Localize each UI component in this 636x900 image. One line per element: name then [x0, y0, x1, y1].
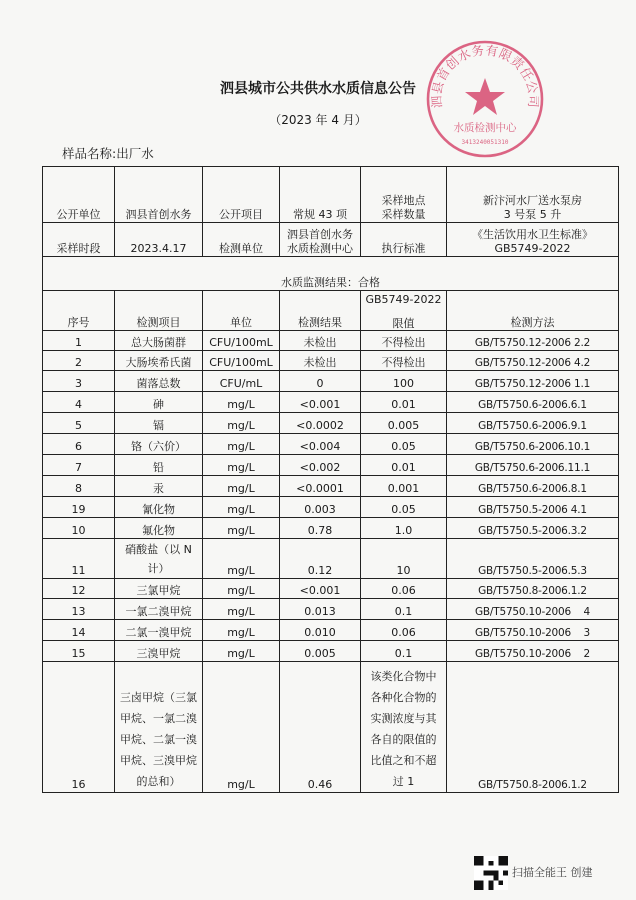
cell-result: 0.78 [280, 518, 361, 539]
cell-item: 总大肠菌群 [115, 331, 203, 351]
svg-text:3413240051310: 3413240051310 [461, 139, 509, 146]
cell-result: 0.46 [280, 662, 361, 793]
cell-item: 砷 [115, 392, 203, 413]
cell-no: 12 [43, 579, 115, 599]
cell-method: GB/T5750.10-2006 4 [447, 599, 619, 620]
table-row [43, 662, 619, 793]
info-row-time [43, 223, 619, 257]
cell-unit: mg/L [203, 662, 280, 793]
col-header-no: 序号 [43, 291, 115, 331]
col-header-item: 检测项目 [115, 291, 203, 331]
time-value: 2023.4.17 [115, 223, 203, 257]
cell-result: <0.001 [280, 392, 361, 413]
cell-result: <0.001 [280, 579, 361, 599]
cell-unit: mg/L [203, 455, 280, 476]
cell-no: 15 [43, 641, 115, 662]
cell-limit: 0.1 [361, 641, 447, 662]
official-seal [424, 38, 546, 160]
cell-method: GB/T5750.5-2006 4.1 [447, 497, 619, 518]
cell-no: 3 [43, 371, 115, 392]
table-row [43, 434, 619, 455]
cell-method: GB/T5750.12-2006 2.2 [447, 331, 619, 351]
table-row [43, 599, 619, 620]
lab-label: 检测单位 [203, 223, 280, 257]
table-row [43, 392, 619, 413]
cell-unit: mg/L [203, 579, 280, 599]
cell-result: 未检出 [280, 331, 361, 351]
items-label: 公开项目 [203, 167, 280, 223]
column-header-row [43, 291, 619, 331]
cell-unit: mg/L [203, 476, 280, 497]
cell-result: 0.003 [280, 497, 361, 518]
result-heading: 水质监测结果：合格 [43, 257, 619, 291]
cell-item: 一氯二溴甲烷 [115, 599, 203, 620]
cell-item: 三溴甲烷 [115, 641, 203, 662]
cell-result: <0.002 [280, 455, 361, 476]
cell-limit: 0.1 [361, 599, 447, 620]
cell-unit: mg/L [203, 620, 280, 641]
cell-method: GB/T5750.12-2006 1.1 [447, 371, 619, 392]
lab-value: 泗县首创水务 水质检测中心 [280, 223, 361, 257]
cell-method: GB/T5750.10-2006 3 [447, 620, 619, 641]
qr-code-icon [474, 856, 508, 890]
cell-method: GB/T5750.5-2006.5.3 [447, 539, 619, 579]
cell-no: 5 [43, 413, 115, 434]
cell-no: 16 [43, 662, 115, 793]
cell-no: 14 [43, 620, 115, 641]
page-title: 泗县城市公共供水水质信息公告 [220, 81, 416, 97]
cell-no: 19 [43, 497, 115, 518]
svg-text:水质检测中心: 水质检测中心 [453, 122, 517, 134]
cell-unit: CFU/100mL [203, 331, 280, 351]
cell-item: 铬（六价） [115, 434, 203, 455]
cell-limit: 0.01 [361, 455, 447, 476]
cell-limit: 0.05 [361, 434, 447, 455]
water-quality-table [42, 166, 619, 793]
cell-limit: 0.05 [361, 497, 447, 518]
cell-no: 8 [43, 476, 115, 497]
items-value: 常规 43 项 [280, 167, 361, 223]
cell-limit: 0.06 [361, 579, 447, 599]
cell-method: GB/T5750.5-2006.3.2 [447, 518, 619, 539]
cell-method: GB/T5750.6-2006.8.1 [447, 476, 619, 497]
cell-limit: 0.06 [361, 620, 447, 641]
table-row [43, 351, 619, 371]
cell-unit: mg/L [203, 497, 280, 518]
site-value: 新汴河水厂送水泵房 3 号泵 5 升 [447, 167, 619, 223]
cell-unit: mg/L [203, 518, 280, 539]
cell-limit: 该类化合物中 各种化合物的 实测浓度与其 各自的限值的 比值之和不超 过 1 [361, 662, 447, 793]
cell-result: 0 [280, 371, 361, 392]
result-heading-row [43, 257, 619, 291]
cell-limit: 0.005 [361, 413, 447, 434]
standard-label: 执行标准 [361, 223, 447, 257]
cell-result: <0.0001 [280, 476, 361, 497]
cell-no: 11 [43, 539, 115, 579]
publisher-label: 公开单位 [43, 167, 115, 223]
table-row [43, 579, 619, 599]
cell-no: 7 [43, 455, 115, 476]
scanner-watermark: 扫描全能王 创建 [512, 866, 593, 879]
cell-method: GB/T5750.6-2006.11.1 [447, 455, 619, 476]
report-date: （2023 年 4 月） [269, 113, 367, 127]
cell-method: GB/T5750.12-2006 4.2 [447, 351, 619, 371]
cell-unit: mg/L [203, 599, 280, 620]
cell-item: 三氯甲烷 [115, 579, 203, 599]
table-row [43, 620, 619, 641]
cell-limit: 0.01 [361, 392, 447, 413]
table-row [43, 371, 619, 392]
cell-limit: 不得检出 [361, 351, 447, 371]
cell-result: <0.0002 [280, 413, 361, 434]
sample-name: 样品名称:出厂水 [62, 146, 154, 161]
cell-limit: 1.0 [361, 518, 447, 539]
cell-result: 0.005 [280, 641, 361, 662]
cell-item: 氟化物 [115, 518, 203, 539]
cell-item: 汞 [115, 476, 203, 497]
table-row [43, 476, 619, 497]
cell-limit: 100 [361, 371, 447, 392]
table-row [43, 331, 619, 351]
cell-result: 0.010 [280, 620, 361, 641]
cell-item: 二氯一溴甲烷 [115, 620, 203, 641]
cell-item: 大肠埃希氏菌 [115, 351, 203, 371]
cell-limit: 0.001 [361, 476, 447, 497]
cell-result: 0.12 [280, 539, 361, 579]
cell-unit: mg/L [203, 641, 280, 662]
cell-item: 三卤甲烷（三氯 甲烷、一氯二溴 甲烷、二氯一溴 甲烷、三溴甲烷 的总和） [115, 662, 203, 793]
cell-no: 13 [43, 599, 115, 620]
cell-no: 2 [43, 351, 115, 371]
cell-limit: 不得检出 [361, 331, 447, 351]
cell-method: GB/T5750.6-2006.10.1 [447, 434, 619, 455]
col-header-method: 检测方法 [447, 291, 619, 331]
cell-result: 未检出 [280, 351, 361, 371]
publisher-value: 泗县首创水务 [115, 167, 203, 223]
cell-unit: mg/L [203, 539, 280, 579]
site-label: 采样地点 采样数量 [361, 167, 447, 223]
cell-unit: mg/L [203, 392, 280, 413]
cell-method: GB/T5750.6-2006.9.1 [447, 413, 619, 434]
standard-value: 《生活饮用水卫生标准》 GB5749-2022 [447, 223, 619, 257]
cell-no: 10 [43, 518, 115, 539]
cell-method: GB/T5750.6-2006.6.1 [447, 392, 619, 413]
cell-no: 4 [43, 392, 115, 413]
cell-no: 6 [43, 434, 115, 455]
table-row [43, 539, 619, 579]
table-row [43, 518, 619, 539]
table-row [43, 455, 619, 476]
col-header-limit: GB5749-2022 限值 [361, 291, 447, 331]
table-row [43, 641, 619, 662]
cell-result: <0.004 [280, 434, 361, 455]
cell-item: 镉 [115, 413, 203, 434]
info-row-publisher [43, 167, 619, 223]
svg-text:泗县首创水务有限责任公司: 泗县首创水务有限责任公司 [428, 42, 542, 109]
cell-method: GB/T5750.8-2006.1.2 [447, 579, 619, 599]
table-row [43, 413, 619, 434]
cell-unit: mg/L [203, 413, 280, 434]
col-header-unit: 单位 [203, 291, 280, 331]
cell-method: GB/T5750.8-2006.1.2 [447, 662, 619, 793]
cell-limit: 10 [361, 539, 447, 579]
cell-item: 铅 [115, 455, 203, 476]
cell-no: 1 [43, 331, 115, 351]
cell-item: 菌落总数 [115, 371, 203, 392]
cell-unit: CFU/mL [203, 371, 280, 392]
seal-star-icon [465, 78, 505, 115]
cell-item: 氰化物 [115, 497, 203, 518]
cell-unit: CFU/100mL [203, 351, 280, 371]
col-header-result: 检测结果 [280, 291, 361, 331]
cell-unit: mg/L [203, 434, 280, 455]
table-row [43, 497, 619, 518]
cell-method: GB/T5750.10-2006 2 [447, 641, 619, 662]
cell-result: 0.013 [280, 599, 361, 620]
time-label: 采样时段 [43, 223, 115, 257]
cell-item: 硝酸盐（以 N 计） [115, 539, 203, 579]
